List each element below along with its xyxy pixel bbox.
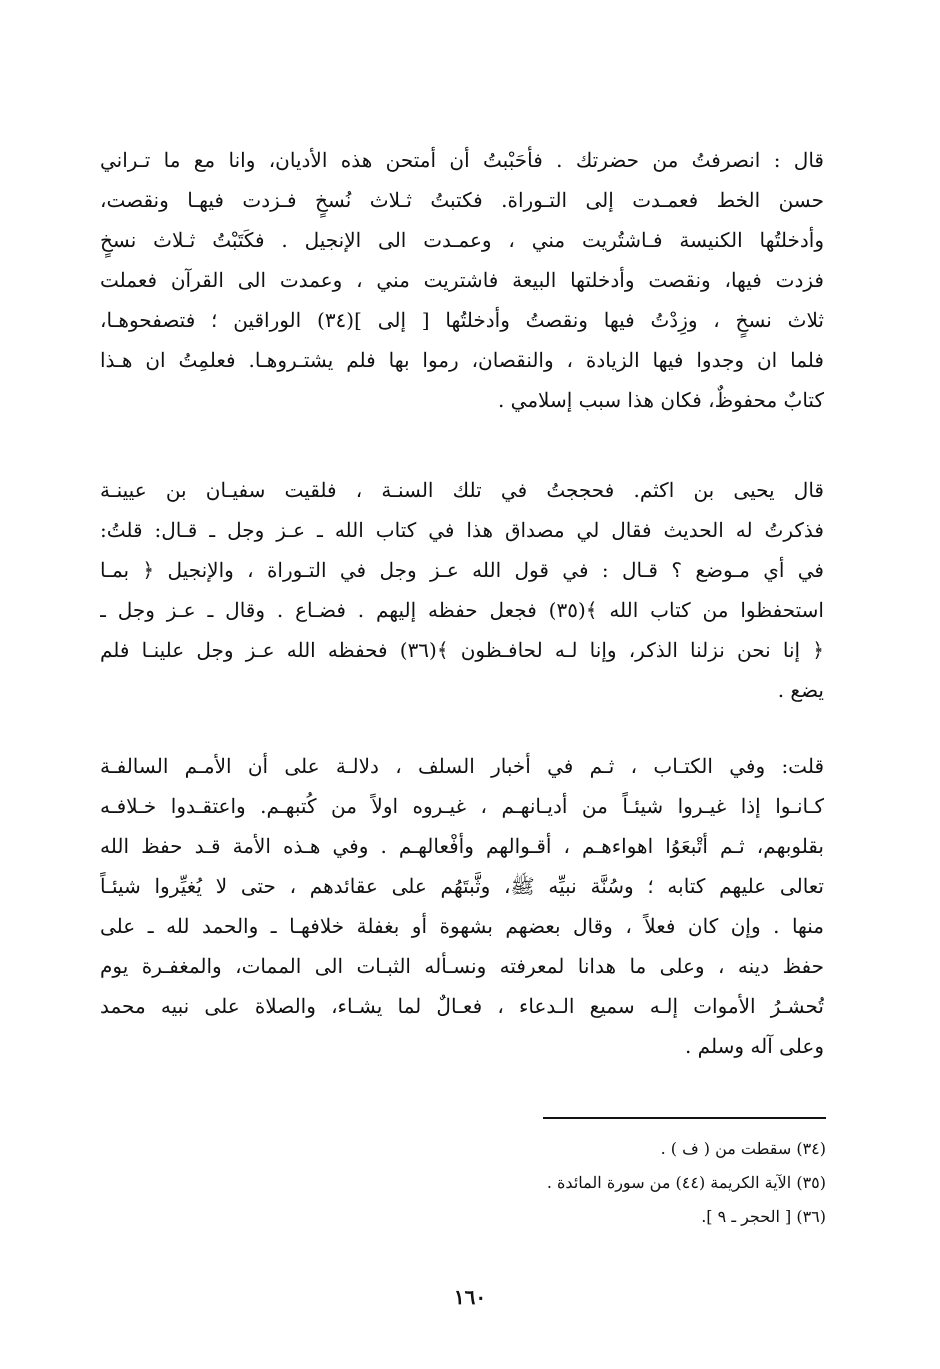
text-line: قال يحيى بن اكثم. فحججتُ في تلك السنـة ، فلقيت سفيـان بن عيينـة — [100, 478, 824, 502]
text-line: فزدت فيها، ونقصت وأدخلتها البيعة فاشتريت مني ، وعمدت الى القرآن فعملت — [100, 268, 824, 292]
footnotes — [420, 1132, 826, 1234]
footnote: (٣٥) الآية الكريمة (٤٤) من سورة المائدة . — [546, 1173, 826, 1192]
text-line: ﴿ إنا نحن نزلنا الذكر، وإنا لـه لحافـظون ﴾(٣٦) فحفظه الله عـز وجل علينـا فلم — [100, 638, 824, 662]
footnote-divider — [543, 1117, 826, 1119]
text-line: استحفظوا من كتاب الله ﴾(٣٥) فجعل حفظه إليهم . فضـاع . وقال ـ عـز وجل ـ — [100, 598, 824, 622]
text-line: قال : انصرفتُ من حضرتك . فأحَبْبتُ أن أمتحن هذه الأديان، وانا مع ما تـراني — [100, 148, 824, 172]
footnote: (٣٤) سقطت من ( ف ) . — [660, 1139, 826, 1158]
paragraph-1 — [100, 140, 824, 420]
text-line: كـانـوا إذا غيـروا شيئـاً من أديـانهـم ، غيـروه اولاً من كُتبهـم. واعتقـدوا خـلافـه — [100, 794, 824, 818]
page-number: ١٦٠ — [453, 1285, 487, 1309]
text-line: يضع . — [777, 678, 824, 702]
text-line: وعلى آله وسلم . — [684, 1034, 824, 1058]
footnote: (٣٦) [ الحجر ـ ٩ ]. — [701, 1207, 826, 1226]
paragraph-2 — [100, 470, 824, 710]
text-line: في أي مـوضع ؟ قـال : في قول الله عـز وجل في التـوراة ، والإنجيل ﴿ بمـا — [100, 558, 824, 582]
text-line: تعالى عليهم كتابه ؛ وسُنَّة نبيِّه ﷺ، وثَّبتَهُم على عقائدهم ، حتى لا يُغيِّروا شيئـاً — [100, 874, 824, 898]
paragraph-3 — [100, 746, 824, 1066]
text-line: قلت: وفي الكتـاب ، ثـم في أخبار السلف ، دلالـة على أن الأمـم السالفـة — [100, 754, 824, 778]
text-line: كتابٌ محفوظٌ، فكان هذا سبب إسلامي . — [497, 388, 824, 412]
text-line: منها . وإن كان فعلاً ، وقال بعضهم بشهوة أو بغفلة خلافهـا ـ والحمد لله ـ على — [100, 914, 824, 938]
text-line: بقلوبهم، ثـم أتْبعَوُا اهواءهـم ، أقـوالهم وأفْعالهـم . وفي هـذه الأمة قـد حفظ الله — [100, 834, 824, 858]
text-line: حسن الخط فعمـدت إلى التـوراة. فكتبتُ ثـلاث نُسخٍ فـزدت فيهـا ونقصت، — [100, 188, 824, 212]
text-line: ثلاث نسخٍ ، وزِدْتُ فيها ونقصتُ وأدخلتُها [ إلى ](٣٤) الوراقين ؛ فتصفحوهـا، — [100, 308, 824, 332]
text-line: تُحشـرُ الأموات إلـه سميع الـدعاء ، فعـالٌ لما يشـاء، والصلاة على نبيه محمد — [100, 994, 824, 1018]
text-line: فلما ان وجدوا فيها الزيادة ، والنقصان، رموا بها فلم يشتـروهـا. فعلمِتُ ان هـذا — [100, 348, 824, 372]
text-line: حفظ دينه ، وعلى ما هدانا لمعرفته ونسـأله الثبـات الى الممات، والمغفـرة يوم — [100, 954, 824, 978]
text-line: فذكرتُ له الحديث فقال لي مصداق هذا في كتاب الله ـ عـز وجل ـ قـال: قلتُ: — [100, 518, 824, 542]
text-line: وأدخلتُها الكنيسة فـاشتُريت مني ، وعمـدت الى الإنجيل . فكَتَبْتُ ثـلاث نسخٍ — [100, 228, 824, 252]
